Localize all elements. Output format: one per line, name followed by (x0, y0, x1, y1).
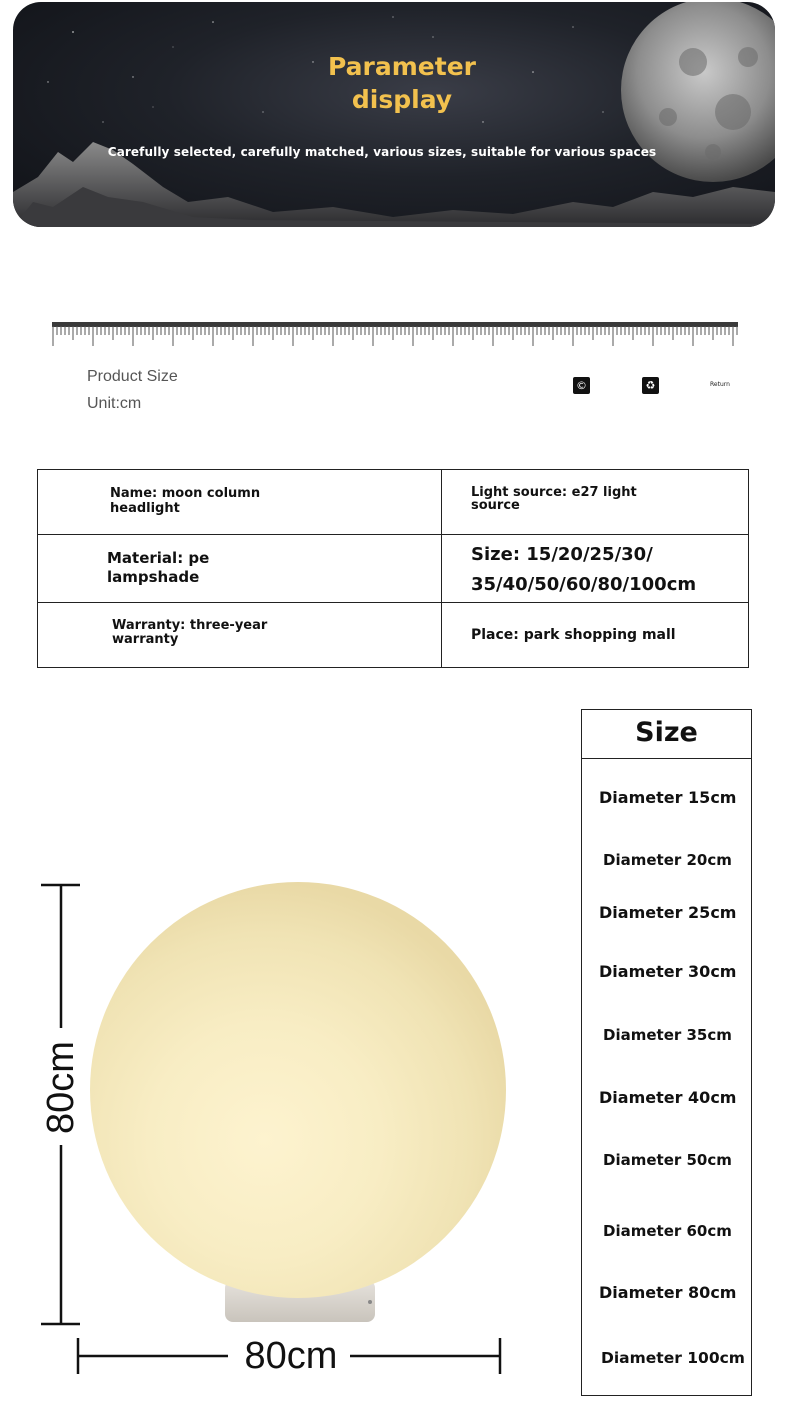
lamp-globe (90, 882, 506, 1298)
width-dimension-label: 80cm (244, 1335, 338, 1377)
size-table-header: Size (582, 710, 751, 759)
size-item-100: Diameter 100cm (601, 1349, 745, 1367)
spec-warranty-line1: Warranty: three-year (112, 618, 268, 633)
banner-title-line1: Parameter (328, 52, 476, 81)
banner-title (13, 50, 775, 116)
size-item-15: Diameter 15cm (599, 788, 737, 807)
ruler-graphic (52, 322, 738, 348)
size-item-30: Diameter 30cm (599, 962, 737, 981)
spec-size-line2: 35/40/50/60/80/100cm (471, 574, 697, 595)
moon-lamp-illustration (30, 870, 550, 1390)
banner-subtitle: Carefully selected, carefully matched, various sizes, suitable for various spaces (107, 145, 657, 159)
spec-size (471, 540, 696, 600)
size-item-20: Diameter 20cm (603, 851, 732, 869)
height-dimension-label: 80cm (40, 1041, 82, 1134)
spec-light-source (471, 486, 637, 512)
spec-place: Place: park shopping mall (471, 627, 676, 643)
spec-material-line2: lampshade (107, 568, 200, 586)
spec-warranty (112, 619, 267, 647)
unit-label: Unit:cm (87, 395, 142, 412)
spec-size-line1: Size: 15/20/25/30/ (471, 544, 653, 565)
spec-light-line2: source (471, 498, 520, 513)
spec-name (110, 486, 260, 516)
size-item-40: Diameter 40cm (599, 1088, 737, 1107)
banner-title-line2: display (351, 85, 453, 114)
size-item-60: Diameter 60cm (603, 1222, 732, 1240)
recycle-icon: ♻ (642, 377, 659, 394)
spec-name-line1: Name: moon column (110, 486, 261, 501)
size-item-25: Diameter 25cm (599, 903, 737, 922)
product-size-label: Product Size (87, 368, 178, 385)
spec-table (37, 469, 749, 668)
spec-material-line1: Material: pe (107, 549, 210, 567)
copyright-icon: © (573, 377, 590, 394)
hero-banner (13, 2, 775, 227)
size-item-35: Diameter 35cm (603, 1026, 732, 1044)
spec-light-line1: Light source: e27 light (471, 485, 637, 500)
spec-warranty-line2: warranty (112, 632, 179, 647)
size-table (581, 709, 752, 1396)
spec-material (107, 549, 209, 587)
spec-name-line2: headlight (110, 501, 180, 516)
size-item-80: Diameter 80cm (599, 1283, 737, 1302)
return-label: Return (710, 381, 730, 388)
size-item-50: Diameter 50cm (603, 1151, 732, 1169)
